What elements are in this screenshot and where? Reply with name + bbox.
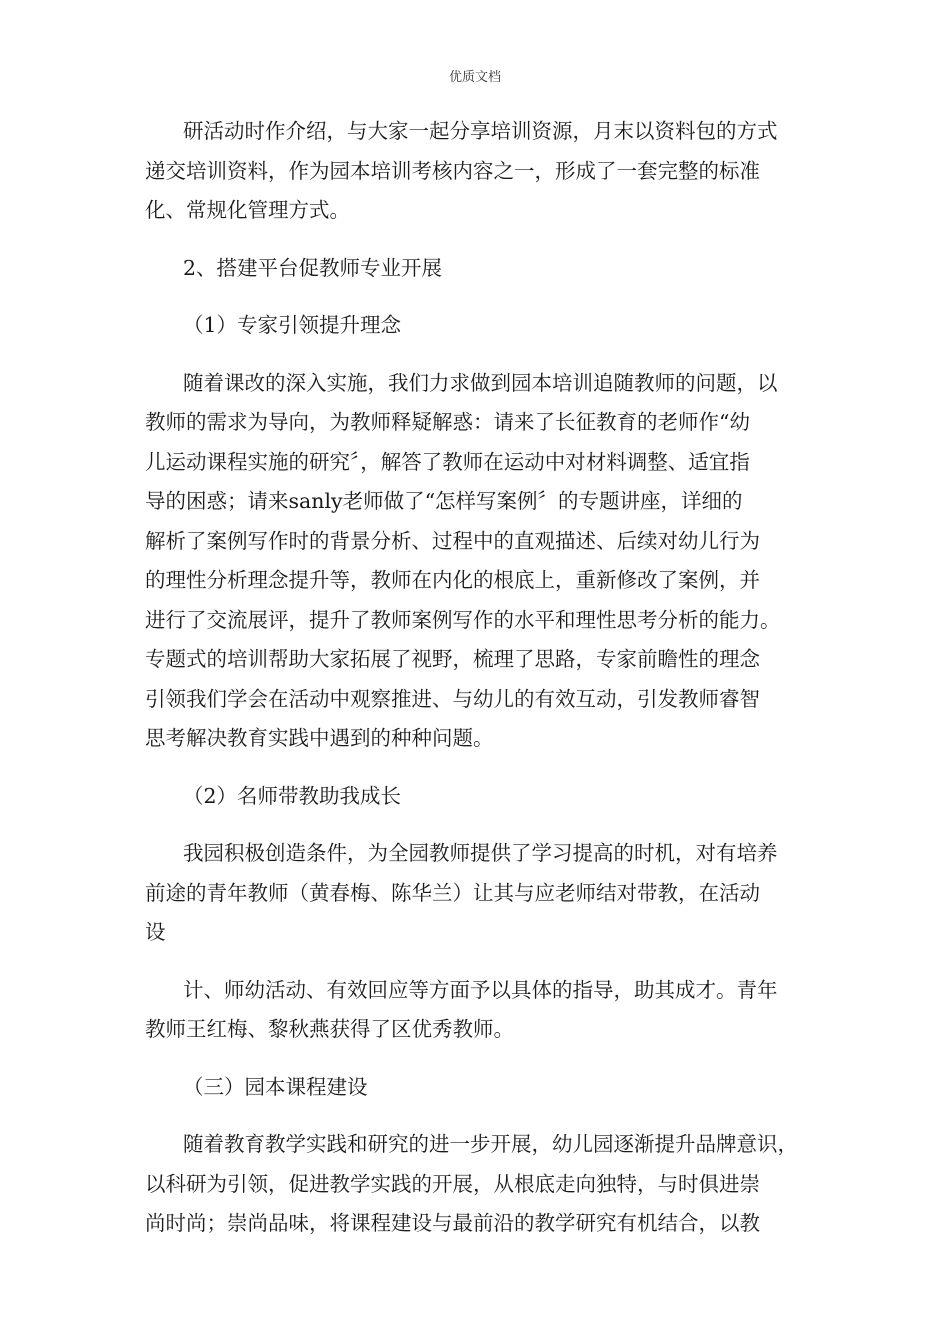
text-line: 儿运动课程实施的研究〞，解答了教师在运动中对材料调整、适宜指 [145,449,750,474]
paragraph-gap [145,346,810,364]
paragraph-gap [145,288,810,306]
text-line: 我园积极创造条件，为全园教师提供了学习提高的时机，对有培养 [183,841,778,865]
text-line: 随着教育教学实践和研究的进一步开展，幼儿园逐渐提升品牌意识， [183,1132,798,1156]
text-line: 专题式的培训帮助大家拓展了视野，梳理了思路，专家前瞻性的理念 [145,647,760,671]
paragraph [145,364,810,759]
text-line: 思考解决教育实践中遇到的种种问题。 [145,726,494,750]
section-heading: （三）园本课程建设 [183,1074,368,1099]
paragraph-gap [145,1107,810,1125]
paragraph [145,834,810,953]
section-heading: （2）名师带教助我成长 [183,783,402,808]
document-body [145,112,810,1244]
paragraph [145,112,810,231]
section-heading: （1）专家引领提升理念 [183,313,402,337]
text-line: 随着课改的深入实施，我们力求做到园本培训追随教师的问题，以 [183,370,778,395]
text-line: 递交培训资料，作为园本培训考核内容之一，形成了一套完整的标准 [145,158,760,183]
paragraph [145,1125,810,1244]
text-line: 设 [145,920,166,944]
text-line: 教师王红梅、黎秋燕获得了区优秀教师。 [145,1017,514,1041]
page-header: 优质文档 [448,70,501,85]
text-line: 前途的青年教师（黄春梅、陈华兰）让其与应老师结对带教，在活动 [145,880,760,905]
text-line: 引领我们学会在活动中观察推进、与幼儿的有效互动，引发教师睿智 [145,686,760,711]
paragraph-gap [145,816,810,834]
text-line: 尚时尚；崇尚品味，将课程建设与最前沿的教学研究有机结合，以教 [145,1211,760,1235]
text-line: 导的困惑；请来sanly老师做了“怎样写案例〞的专题讲座，详细的 [145,489,743,513]
text-line: 化、常规化管理方式。 [145,198,350,222]
text-line: 的理性分析理念提升等，教师在内化的根底上，重新修改了案例，并 [145,568,760,592]
section-heading: 2、搭建平台促教师专业开展 [183,255,443,280]
text-line: 研活动时作介绍，与大家一起分享培训资源，月末以资料包的方式 [183,119,778,143]
text-line: 教师的需求为导向，为教师释疑解惑：请来了长征教育的老师作“幼 [145,410,750,434]
text-line: 进行了交流展评，提升了教师案例写作的水平和理性思考分析的能力。 [145,607,781,632]
paragraph-gap [145,953,810,971]
text-line: 以科研为引领，促进教学实践的开展，从根底走向独特，与时俱进崇 [145,1171,760,1196]
text-line: 解析了案例写作时的背景分析、过程中的直观描述、后续对幼儿行为 [145,528,760,553]
paragraph-gap [145,759,810,777]
text-line: 计、师幼活动、有效回应等方面予以具体的指导，助其成才。青年 [183,977,778,1002]
paragraph-gap [145,1050,810,1068]
paragraph [145,971,810,1050]
paragraph-gap [145,231,810,249]
